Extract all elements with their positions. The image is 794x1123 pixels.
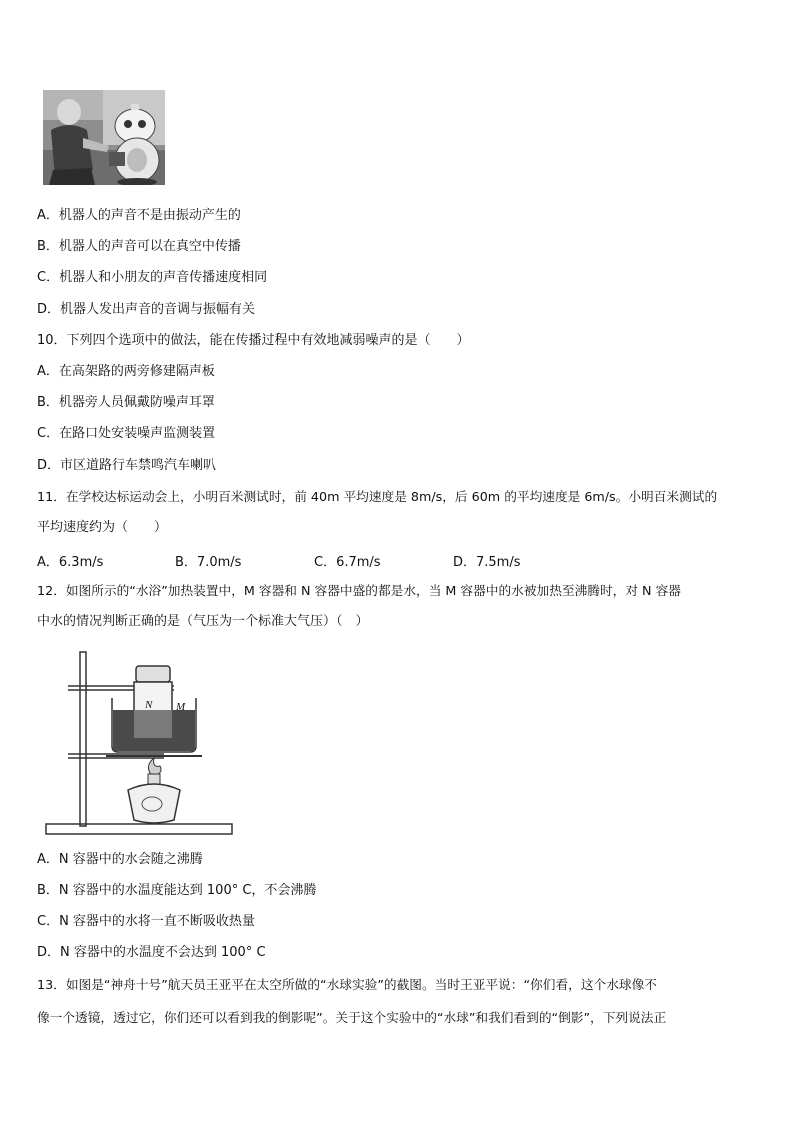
q11-option-a: A．6.3m/s <box>37 555 104 570</box>
q9-option-c: C．机器人和小朋友的声音传播速度相同 <box>37 270 268 285</box>
q11-stem-line1: 11．在学校达标运动会上，小明百米测试时，前 40m 平均速度是 8m/s，后 60m 的平均速度是 6m/s。小明百米测试的 <box>37 489 718 504</box>
q9-option-a: A．机器人的声音不是由振动产生的 <box>37 208 241 223</box>
label-m: M <box>176 701 186 713</box>
robot-photo <box>43 90 165 185</box>
q12-option-d: D．N 容器中的水温度不会达到 100° C <box>37 945 266 960</box>
q9-option-b: B．机器人的声音可以在真空中传播 <box>37 239 241 254</box>
q11-option-c: C．6.7m/s <box>314 555 381 570</box>
q13-stem-line2: 像一个透镜，透过它，你们还可以看到我的倒影呢”。关于这个实验中的“水球”和我们看到的“倒影”，下列说法正 <box>37 1010 667 1025</box>
q10-option-d: D．市区道路行车禁鸣汽车喇叭 <box>37 458 217 473</box>
q11-stem-line2: 平均速度约为（ ） <box>37 520 168 535</box>
q10-option-b: B．机器旁人员佩戴防噪声耳罩 <box>37 395 215 410</box>
q10-stem: 10．下列四个选项中的做法，能在传播过程中有效地减弱噪声的是（ ） <box>37 333 470 348</box>
q12-stem-line2: 中水的情况判断正确的是（气压为一个标准大气压）（ ） <box>37 614 369 629</box>
q10-option-a: A．在高架路的两旁修建隔声板 <box>37 364 215 379</box>
q11-option-b: B．7.0m/s <box>175 555 242 570</box>
q10-option-c: C．在路口处安装噪声监测装置 <box>37 426 216 441</box>
label-n: N <box>145 699 153 711</box>
q9-option-d: D．机器人发出声音的音调与振幅有关 <box>37 302 256 317</box>
q13-stem-line1: 13．如图是“神舟十号”航天员王亚平在太空所做的“水球实验”的截图。当时王亚平说：“你们看，这个水球像不 <box>37 977 657 992</box>
q12-stem-line1: 12．如图所示的“水浴”加热装置中，M 容器和 N 容器中盛的都是水，当 M 容器中的水被加热至沸腾时，对 N 容器 <box>37 583 681 598</box>
q12-option-c: C．N 容器中的水将一直不断吸收热量 <box>37 914 255 929</box>
q12-option-b: B．N 容器中的水温度能达到 100° C，不会沸腾 <box>37 883 317 898</box>
q11-option-d: D．7.5m/s <box>453 555 521 570</box>
water-bath-apparatus-figure <box>44 648 236 840</box>
q12-option-a: A．N 容器中的水会随之沸腾 <box>37 852 203 867</box>
